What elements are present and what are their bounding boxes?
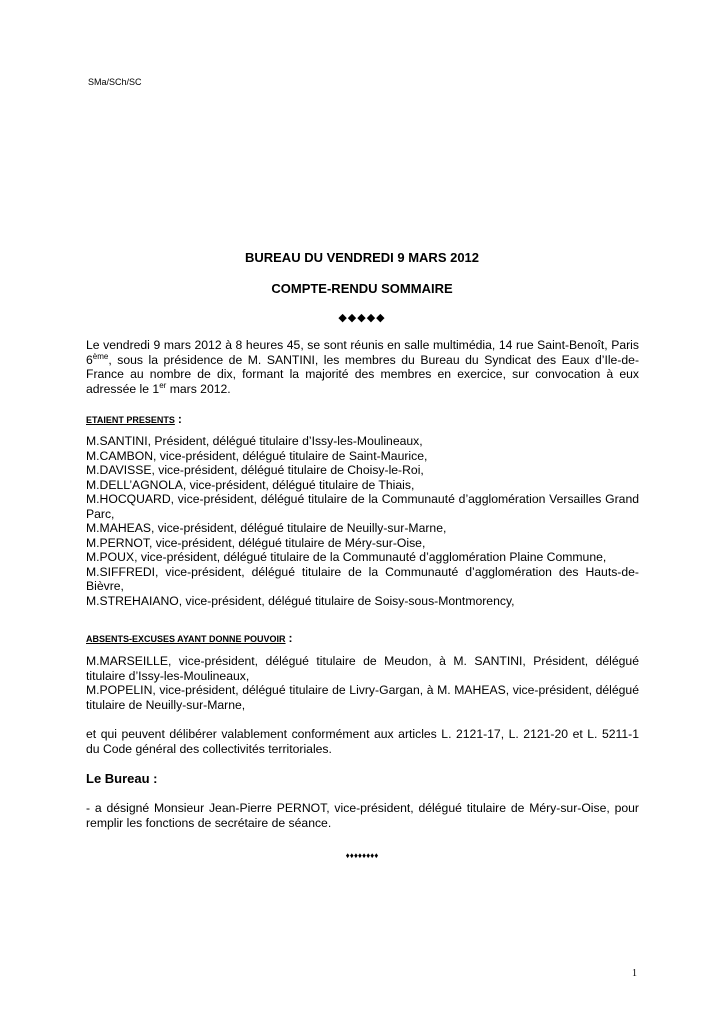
absents-heading-colon: : bbox=[288, 631, 293, 645]
articles-paragraph: et qui peuvent délibérer valablement conformément aux articles L. 2121-17, L. 2121-20 et L. 5211-1 du Code général des collectivités territoriales. bbox=[86, 727, 639, 756]
list-item: M.SIFFREDI, vice-président, délégué titulaire de la Communauté d’agglomération des Hauts-de-Bièvre, bbox=[86, 564, 639, 593]
list-item: M.STREHAIANO, vice-président, délégué titulaire de Soisy-sous-Montmorency, bbox=[86, 593, 515, 608]
list-item: M.DAVISSE, vice-président, délégué titulaire de Choisy-le-Roi, bbox=[86, 463, 424, 477]
list-item: M.POPELIN, vice-président, délégué titulaire de Livry-Gargan, à M. MAHEAS, vice-président, délégué titulaire de Neuilly-sur-Marne, bbox=[86, 683, 639, 712]
designation-paragraph: - a désigné Monsieur Jean-Pierre PERNOT, vice-président, délégué titulaire de Méry-sur-Oise, pour remplir les fonctions de secrétaire de séance. bbox=[86, 801, 639, 830]
intro-text-part2: , sous la présidence de M. SANTINI, les membres du Bureau du Syndicat des Eaux d’Ile-de-France au nombre de dix, formant la majorité des membres en exercice, sur convocation à eux adressée le 1 bbox=[86, 352, 639, 396]
page-number: 1 bbox=[632, 968, 637, 979]
intro-superscript-er: er bbox=[159, 380, 167, 390]
diamond-separator-bottom: ♦♦♦♦♦♦♦♦ bbox=[345, 851, 379, 860]
list-item: M.HOCQUARD, vice-président, délégué titulaire de la Communauté d’agglomération Versailles Grand Parc, bbox=[86, 492, 639, 521]
diamond-separator-top: ◆◆◆◆◆ bbox=[338, 312, 386, 324]
list-item: M.MARSEILLE, vice-président, délégué titulaire de Meudon, à M. SANTINI, Président, délégué titulaire d’Issy-les-Moulineaux, bbox=[86, 654, 639, 683]
document-subtitle: COMPTE-RENDU SOMMAIRE bbox=[271, 281, 453, 296]
absents-list bbox=[86, 654, 639, 712]
document-title: BUREAU DU VENDREDI 9 MARS 2012 bbox=[244, 250, 480, 265]
list-item: M.CAMBON, vice-président, délégué titulaire de Saint-Maurice, bbox=[86, 448, 428, 463]
absents-heading-label: ABSENTS-EXCUSES AYANT DONNE POUVOIR bbox=[86, 634, 286, 644]
document-reference: SMa/SCh/SC bbox=[88, 77, 142, 87]
intro-superscript-eme: ème bbox=[92, 351, 109, 361]
presents-heading-colon: : bbox=[177, 412, 182, 426]
list-item: M.DELL’AGNOLA, vice-président, délégué titulaire de Thiais, bbox=[86, 477, 415, 492]
list-item: M.SANTINI, Président, délégué titulaire d’Issy-les-Moulineaux, bbox=[86, 434, 423, 448]
intro-text-part1: Le vendredi 9 mars 2012 à 8 heures 45, se sont réunis en salle multimédia, 14 rue Saint-Benoît, Paris 6 bbox=[86, 338, 639, 367]
presents-heading bbox=[86, 412, 182, 426]
bureau-heading: Le Bureau : bbox=[86, 771, 158, 786]
list-item: M.PERNOT, vice-président, délégué titulaire de Méry-sur-Oise, bbox=[86, 535, 426, 550]
intro-paragraph bbox=[86, 338, 639, 396]
list-item: M.POUX, vice-président, délégué titulaire de la Communauté d’agglomération Plaine Commune, bbox=[86, 550, 607, 564]
presents-list bbox=[86, 434, 639, 608]
intro-text-part3: mars 2012. bbox=[166, 381, 231, 396]
absents-heading bbox=[86, 631, 293, 645]
list-item: M.MAHEAS, vice-président, délégué titulaire de Neuilly-sur-Marne, bbox=[86, 521, 447, 535]
presents-heading-label: ETAIENT PRESENTS bbox=[86, 415, 175, 425]
